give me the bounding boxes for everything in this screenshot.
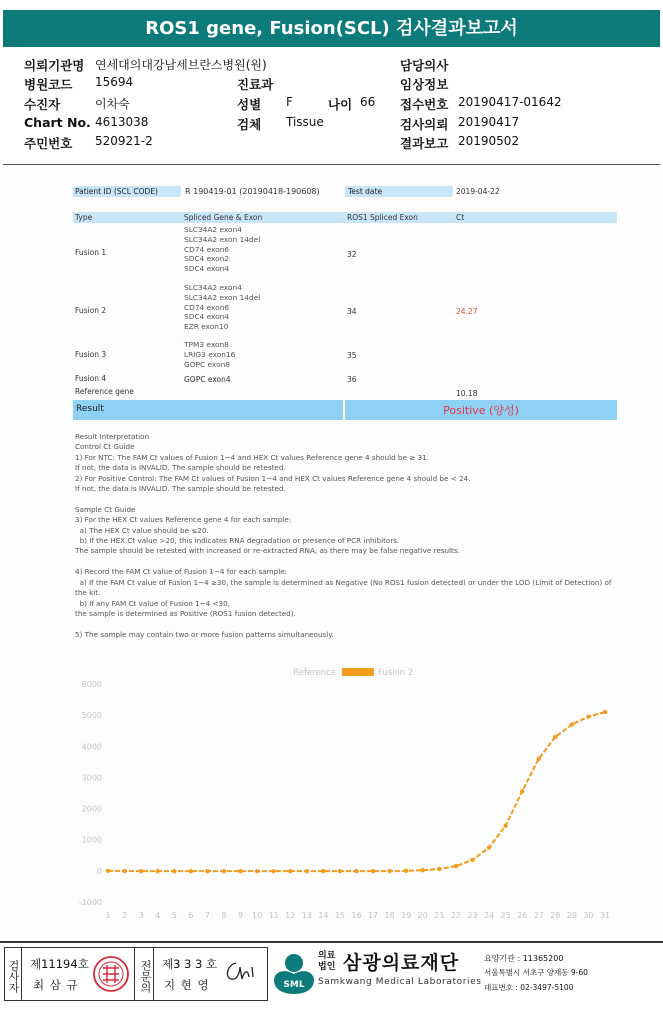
- data-point: [470, 858, 474, 862]
- report-date-label: 결과보고: [400, 136, 449, 151]
- data-point: [570, 722, 574, 726]
- x-tick-label: 21: [434, 911, 445, 920]
- x-tick-label: 23: [467, 911, 478, 920]
- logo-text: SML: [283, 980, 305, 990]
- data-point: [271, 869, 275, 873]
- row-type: Fusion 2: [75, 306, 107, 315]
- y-tick-label: 5000: [81, 711, 102, 721]
- gene: EZR exon10: [184, 322, 229, 332]
- x-tick-label: 27: [533, 911, 544, 920]
- row-gene: GOPC exon4: [184, 375, 231, 384]
- doctor-label: 담당의사: [400, 58, 449, 73]
- phone: 대표번호 : 02-3497-5100: [484, 983, 574, 992]
- sex-label: 성별: [237, 97, 262, 112]
- gene: SLC34A2 exon 14del: [184, 234, 261, 244]
- y-tick-label: 6000: [81, 680, 102, 689]
- x-tick-label: 16: [351, 911, 362, 920]
- result-label: Result: [76, 404, 104, 414]
- age-label: 나이: [328, 97, 353, 112]
- header-divider: [3, 164, 660, 165]
- row-exon: 35: [347, 351, 357, 360]
- data-point: [371, 869, 375, 873]
- col-type: Type: [75, 213, 93, 222]
- series-line-fusion-2: [108, 712, 605, 871]
- reference-ct: 10.18: [456, 389, 478, 398]
- x-tick-label: 5: [171, 911, 177, 920]
- chart-value: 4613038: [95, 115, 149, 129]
- report-date-value: 20190502: [458, 134, 520, 148]
- reference-label: Reference gene: [75, 387, 134, 396]
- row-type: Fusion 3: [75, 350, 107, 359]
- patient-id-value: R 190419-01 (20190418-190608): [185, 187, 320, 196]
- chart-label: Chart No.: [24, 115, 91, 130]
- footer-divider: [0, 941, 663, 943]
- data-point: [404, 869, 408, 873]
- row-exon: 32: [347, 250, 357, 259]
- result-value: Positive (양성): [443, 404, 519, 417]
- data-point: [520, 789, 524, 793]
- institution-value: 연세대의대강남세브란스병원(원): [95, 58, 267, 72]
- x-tick-label: 7: [204, 911, 210, 920]
- amplification-chart: [60, 660, 630, 922]
- gene: SLC34A2 exon4: [184, 283, 242, 292]
- x-tick-label: 31: [599, 911, 611, 920]
- data-point: [288, 869, 292, 873]
- gene: CD74 exon6: [184, 302, 230, 312]
- data-point: [586, 715, 590, 719]
- data-point: [205, 869, 209, 873]
- x-tick-label: 20: [417, 911, 428, 920]
- x-tick-label: 3: [138, 911, 144, 920]
- x-tick-label: 30: [583, 911, 594, 920]
- hospital-code-value: 15694: [95, 75, 134, 89]
- data-point: [122, 869, 126, 873]
- patient-label: 수진자: [24, 97, 61, 112]
- data-point: [553, 735, 557, 739]
- sml-logo-icon: [272, 950, 316, 996]
- data-point: [189, 869, 193, 873]
- hospital-code-label: 병원코드: [24, 77, 73, 92]
- x-tick-label: 2: [122, 911, 128, 920]
- examiner1-seal: [92, 955, 130, 993]
- x-tick-label: 19: [401, 911, 412, 920]
- y-tick-label: 4000: [81, 742, 102, 752]
- result-interpretation: Result Interpretation Control Ct Guide 1) For NTC: The FAM Ct values of Fusion 1~4 and HEX Ct values Reference gene 4 should be ≥ 31. If not, the data is INVALID. The sample should be retested. 2) For Positive Control: The FAM Ct values of Fusion 1~4 and HEX Ct values Reference gene 4 should be < 24. If not, the data is INVALID. The sample should be retested. Sample Ct Guide 3) For the HEX Ct values Reference gene 4 for each sample: a) The HEX Ct value should be ≤20. b) If the HEX Ct value >20, this indicates RNA degradation or presence of PCR inhibitors. The sample should be retested with increased or re-extracted RNA, as there may be false negative results. 4) Record the FAM Ct value of Fusion 1~4 for each sample: a) If the FAM Ct value of Fusion 1~4 ≥30, the sample is determined as Negative (No ROS1 fusion detected) or under the LOD (Limit of Detection) of the kit. b) If any FAM Ct value of Fusion 1~4 <30, the sample is determined as Positive (ROS1 fusion detected). 5) The sample may contain two or more fusion patterns simultaneously.: [75, 432, 612, 639]
- x-tick-label: 24: [483, 911, 495, 920]
- gene: CD74 exon6: [184, 244, 230, 254]
- row-exon: 34: [347, 307, 357, 316]
- data-point: [338, 869, 342, 873]
- test-date-value: 2019-04-22: [456, 187, 500, 196]
- gene: GOPC exon8: [184, 359, 230, 369]
- data-point: [354, 869, 358, 873]
- receipt-value: 20190417-01642: [458, 95, 562, 109]
- sex-value: F: [286, 95, 293, 109]
- report-title: ROS1 gene, Fusion(SCL) 검사결과보고서: [3, 10, 660, 47]
- gene: TPM3 exon8: [184, 340, 229, 349]
- examiner1-name: 최 삼 규: [33, 978, 79, 992]
- specimen-value: Tissue: [286, 115, 324, 129]
- patient-id-label: Patient ID (SCL CODE): [75, 187, 158, 196]
- row-type: Fusion 1: [75, 248, 107, 257]
- y-tick-label: -1000: [78, 898, 102, 907]
- data-point: [106, 869, 110, 873]
- col-ros1: ROS1 Spliced Exon: [347, 213, 418, 222]
- age-value: 66: [360, 95, 376, 109]
- examiner2-signature: [222, 957, 262, 989]
- specimen-label: 검체: [237, 117, 262, 132]
- gene: SDC4 exon4: [184, 312, 230, 322]
- data-point: [387, 869, 391, 873]
- patient-value: 이차숙: [95, 97, 130, 111]
- data-point: [421, 868, 425, 872]
- row-genes: [184, 340, 235, 369]
- x-tick-label: 12: [285, 911, 296, 920]
- x-tick-label: 1: [105, 911, 111, 920]
- x-tick-label: 13: [301, 911, 312, 920]
- test-date-label: Test date: [348, 187, 383, 196]
- x-tick-label: 4: [155, 911, 161, 920]
- id-value: 520921-2: [95, 134, 153, 148]
- x-tick-label: 17: [367, 911, 379, 920]
- data-point: [321, 869, 325, 873]
- x-tick-label: 25: [500, 911, 511, 920]
- x-tick-label: 10: [252, 911, 263, 920]
- x-tick-label: 15: [334, 911, 346, 920]
- row-genes: [184, 283, 260, 332]
- data-point: [487, 845, 491, 849]
- row-genes: [184, 225, 260, 274]
- legend-entry: Fusion 2: [378, 668, 414, 678]
- address: 서울특별시 서초구 양재동 9-60: [484, 968, 588, 977]
- examiner2-label: 전문의: [134, 947, 154, 1001]
- row-type: Fusion 4: [75, 374, 107, 383]
- x-tick-label: 29: [566, 911, 577, 920]
- receipt-label: 접수번호: [400, 97, 449, 112]
- y-tick-label: 1000: [81, 835, 102, 845]
- request-label: 검사의뢰: [400, 117, 449, 132]
- data-point: [454, 864, 458, 868]
- y-tick-label: 2000: [81, 804, 102, 814]
- institution-label: 의뢰기관명: [24, 58, 85, 73]
- row-ct: 24.27: [456, 307, 478, 316]
- examiner1-label: 검사자: [4, 947, 22, 1001]
- clinical-label: 임상정보: [400, 77, 449, 92]
- legend-swatch: [342, 668, 374, 676]
- y-tick-label: 0: [96, 866, 102, 876]
- data-point: [537, 757, 541, 761]
- x-tick-label: 18: [384, 911, 395, 920]
- data-point: [172, 869, 176, 873]
- x-tick-label: 14: [318, 911, 329, 920]
- data-point: [503, 824, 507, 828]
- x-tick-label: 28: [550, 911, 561, 920]
- col-ct: Ct: [456, 213, 465, 222]
- x-tick-label: 9: [237, 911, 244, 920]
- data-point: [603, 710, 607, 714]
- row-exon: 36: [347, 375, 357, 384]
- col-spliced: Spliced Gene & Exon: [184, 213, 263, 222]
- x-tick-label: 22: [450, 911, 461, 920]
- gene: SDC4 exon4: [184, 264, 230, 274]
- table-header-band: [73, 212, 617, 223]
- org-type: 의료법인: [318, 951, 336, 972]
- dept-label: 진료과: [237, 77, 274, 92]
- data-point: [255, 869, 259, 873]
- data-point: [437, 867, 441, 871]
- gene: LRIG3 exon16: [184, 349, 236, 359]
- org-name: 삼광의료재단: [343, 952, 460, 974]
- gene: SDC4 exon2: [184, 254, 230, 264]
- y-tick-label: 3000: [81, 773, 102, 783]
- legend-entry: Reference: [293, 668, 336, 678]
- x-tick-label: 8: [221, 911, 227, 920]
- data-point: [139, 869, 143, 873]
- data-point: [222, 869, 226, 873]
- id-label: 주민번호: [24, 136, 73, 151]
- data-point: [305, 869, 309, 873]
- data-point: [238, 869, 242, 873]
- data-point: [156, 869, 160, 873]
- examiner2-no: 제3 3 3 호: [162, 957, 218, 971]
- gene: SLC34A2 exon 14del: [184, 292, 261, 302]
- gene: SLC34A2 exon4: [184, 225, 242, 234]
- x-tick-label: 6: [188, 911, 194, 920]
- examiner1-no: 제11194호: [30, 957, 89, 971]
- result-label-band: [73, 400, 343, 420]
- x-tick-label: 11: [268, 911, 279, 920]
- x-tick-label: 26: [517, 911, 528, 920]
- lab-code: 요양기관 : 11365200: [484, 954, 564, 963]
- examiner2-name: 지 현 영: [164, 978, 210, 992]
- org-english: Samkwang Medical Laboratories: [318, 977, 482, 987]
- request-value: 20190417: [458, 115, 520, 129]
